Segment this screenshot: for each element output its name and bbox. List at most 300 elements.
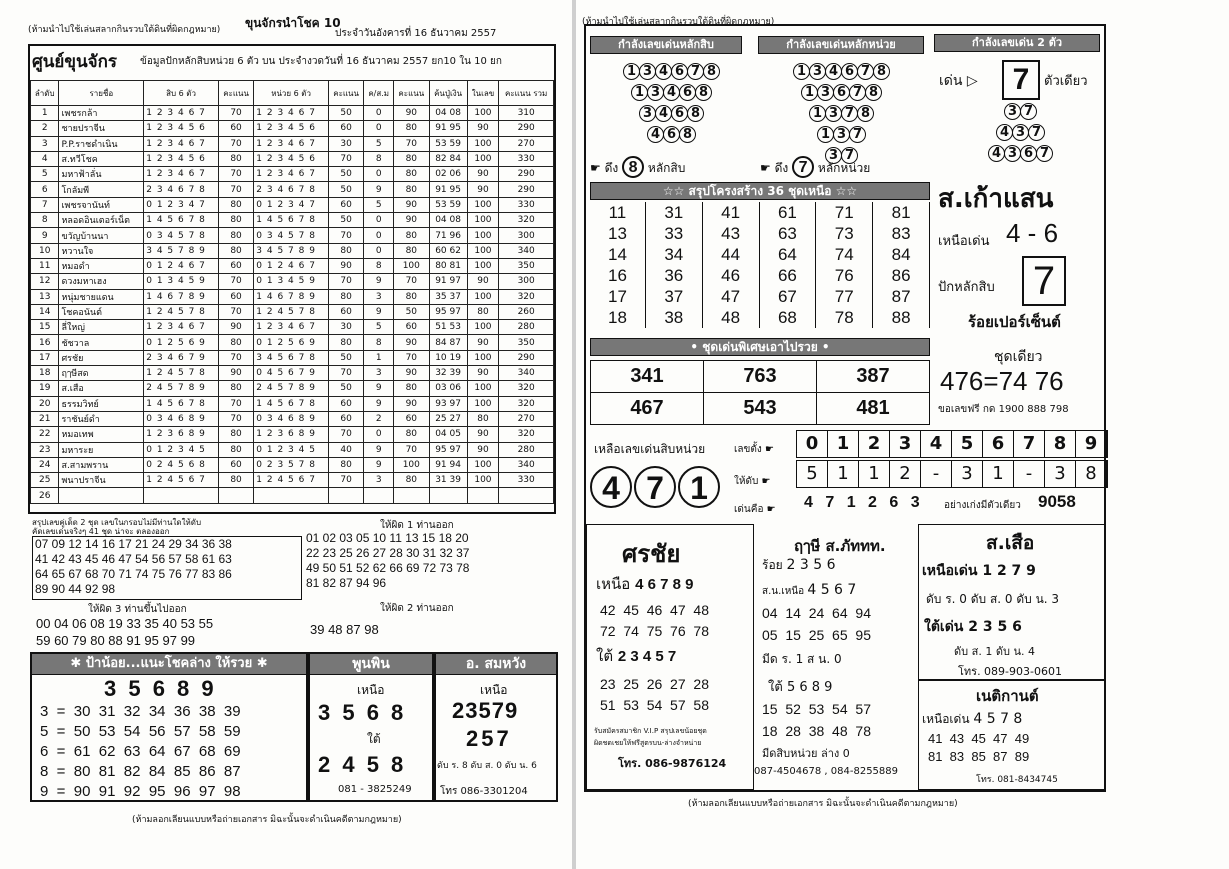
table-header-cell: ลำดับ (31, 81, 59, 106)
digit-box: - (921, 461, 952, 487)
right-top-note: (ห้ามนำไปใช้เล่นสลากกินรวบใต้ดินที่ผิดกฎหมาย) (582, 17, 775, 27)
table-cell: หมอเทพ (59, 427, 144, 442)
table-header-cell: ค้นปู่เงิน (429, 81, 467, 106)
table-cell: 40 (328, 442, 363, 457)
play-single: 9058 (1038, 492, 1076, 511)
table-cell (328, 488, 363, 503)
table-header-cell: ค/ส.ม (364, 81, 394, 106)
table-cell: ส.สามพราน (59, 457, 144, 472)
table-row (31, 258, 554, 273)
sc-line: 72 74 75 76 78 (600, 623, 709, 639)
units-triangle (766, 60, 916, 165)
label-play-row: เด่นคือ ☛ (734, 504, 776, 515)
table-cell: 100 (467, 136, 499, 151)
table-cell: 80 (218, 335, 253, 350)
table-cell: 0 1 2 4 6 7 (254, 258, 329, 273)
table-cell: 340 (499, 366, 554, 381)
digit-box: 1 (828, 461, 859, 487)
table-cell: 80 (394, 427, 429, 442)
table-cell: 8 (364, 335, 394, 350)
table-cell: 290 (499, 167, 554, 182)
struct-row (590, 265, 930, 286)
number-circle: 3 (817, 84, 834, 101)
struct-cell: 41 (702, 202, 759, 223)
number-circle: 6 (1020, 145, 1037, 162)
table-cell: 70 (218, 106, 253, 121)
table-cell (254, 488, 329, 503)
table-cell: 300 (499, 228, 554, 243)
table-cell: 1 2 3 4 5 6 (144, 121, 219, 136)
struct-cell: 14 (590, 244, 645, 265)
table-cell: 90 (467, 182, 499, 197)
sua-upper-nums: 1 2 7 9 (982, 563, 1036, 579)
number-circle: 4 (655, 105, 672, 122)
table-cell: หวานใจ (59, 243, 144, 258)
table-cell: 70 (328, 473, 363, 488)
table-cell: 330 (499, 151, 554, 166)
rs-lines-top (762, 602, 871, 646)
hand-pointer-icon: ☛ (766, 504, 776, 515)
rs-line: 04 14 24 64 94 (762, 605, 871, 621)
table-cell: 2 4 5 7 8 9 (144, 381, 219, 396)
table-row (31, 473, 554, 488)
table-cell: 0 (364, 121, 394, 136)
pa-noi-line: 9 = 90 91 92 95 96 97 98 (40, 783, 241, 800)
digit-box: 6 (983, 431, 1014, 457)
som-upper-label: เหนือ (480, 683, 508, 697)
number-circle: 1 (801, 84, 818, 101)
sua-lower-nums: 2 3 5 6 (968, 619, 1022, 635)
rs-roy-row: ร้อย 2 3 5 6 (762, 557, 836, 573)
table-cell: 80 (218, 243, 253, 258)
table-cell (429, 488, 467, 503)
table-cell: เพชรจานันท์ (59, 197, 144, 212)
table-cell: 80 (218, 442, 253, 457)
table-cell: 1 2 3 6 8 9 (254, 427, 329, 442)
table-cell: 90 (394, 106, 429, 121)
table-row (31, 366, 554, 381)
table-cell: 60 (218, 457, 253, 472)
summary-note: สรุปเลขคู่เด็ด 2 ชุด เลขในกรอบไม่มีท่านใดให้ดับ (32, 518, 202, 527)
table-cell: 60 (394, 320, 429, 335)
table-cell: 100 (394, 457, 429, 472)
struct-cell: 64 (759, 244, 816, 265)
number-circle: 4 (988, 145, 1005, 162)
header-title: ขุนจักรนำโชค 10 (245, 16, 341, 30)
table-row (31, 151, 554, 166)
special-cell: 763 (704, 361, 817, 393)
right-page (576, 0, 1229, 869)
table-cell: 100 (467, 457, 499, 472)
table-cell: 9 (364, 396, 394, 411)
table-cell: 8 (364, 151, 394, 166)
table-cell: 9 (364, 304, 394, 319)
right-footer: (ห้ามลอกเลียนแบบหรือถ่ายเอกสาร มิฉะนั้นจะดำเนินคดีตามกฎหมาย) (688, 799, 958, 809)
table-cell: 4 (31, 151, 59, 166)
number-circle: 1 (809, 105, 826, 122)
table-cell: 5 (364, 320, 394, 335)
struct-cell: 33 (645, 223, 702, 244)
pa-noi-line: 5 = 50 53 54 56 57 58 59 (40, 723, 241, 740)
table-row (31, 167, 554, 182)
remain-title: เหลือเลขเด่นสิบหน่วย (594, 442, 706, 456)
table-cell: 90 (467, 427, 499, 442)
table-cell: 53 59 (429, 136, 467, 151)
units-title: กำลังเลขเด่นหลักหน่วย (758, 36, 924, 54)
number-circle: 6 (671, 105, 688, 122)
table-cell: 10 (31, 243, 59, 258)
tens-pull-row: ☛ ดึง 8 หลักสิบ (590, 156, 685, 178)
table-header-cell: คะแนน (394, 81, 429, 106)
remain-digit-circle: 1 (678, 466, 720, 508)
sc-line: 51 53 54 57 58 (600, 697, 709, 713)
table-cell: 5 (364, 197, 394, 212)
som-nums2: 257 (466, 726, 512, 751)
table-cell: 70 (394, 350, 429, 365)
table-cell: 0 (364, 213, 394, 228)
table-cell: 270 (499, 411, 554, 426)
table-row (31, 320, 554, 335)
table-cell: ชายปราจีน (59, 121, 144, 136)
number-circle: 7 (857, 63, 874, 80)
net-line: 41 43 45 47 49 (928, 731, 1030, 746)
table-cell: 2 4 5 7 8 9 (254, 381, 329, 396)
table-cell: 04 08 (429, 106, 467, 121)
rs-lower-row: ใต้ 5 6 8 9 (768, 680, 833, 695)
ks-single-label: ชุดเดียว (994, 349, 1043, 365)
table-cell: 80 (394, 167, 429, 182)
rs-line: 05 15 25 65 95 (762, 627, 871, 643)
table-cell: 25 (31, 473, 59, 488)
table-cell: 330 (499, 197, 554, 212)
som-nums1: 23579 (452, 698, 519, 723)
table-cell: 25 27 (429, 411, 467, 426)
sua-dab2: ดับ ส. 1 ดับ น. 4 (954, 645, 1035, 658)
digit-box: 3 (952, 461, 983, 487)
table-cell: 80 (394, 289, 429, 304)
table-cell: 16 (31, 335, 59, 350)
digit-box: 1 (828, 431, 859, 457)
table-cell: 18 (31, 366, 59, 381)
table-cell (218, 488, 253, 503)
sc-note2: ผิดชดเชยให้ฟรีสูตรบน-ล่างจำหน่าย (594, 739, 702, 747)
net-lines (928, 730, 1029, 766)
table-cell: 50 (328, 381, 363, 396)
sc-line: 42 45 46 47 48 (600, 602, 709, 618)
table-cell: 50 (328, 167, 363, 182)
digit-box: 2 (859, 431, 890, 457)
table-cell: 8 (364, 258, 394, 273)
circle-row (950, 100, 1090, 120)
table-cell: 90 (467, 274, 499, 289)
struct-cell: 44 (702, 244, 759, 265)
struct-cell: 18 (590, 307, 645, 328)
table-cell: 02 06 (429, 167, 467, 182)
poon-upper-nums: 3 5 6 8 (318, 700, 407, 725)
table-cell: 31 39 (429, 473, 467, 488)
special-cell: 387 (817, 361, 930, 393)
give-row (796, 460, 1108, 488)
circle-row (766, 81, 916, 101)
ks-percent: ร้อยเปอร์เซ็นต์ (968, 313, 1061, 331)
poon-upper-label: เหนือ (357, 683, 385, 697)
ks-tens-label: ปักหลักสิบ (938, 280, 995, 295)
table-cell: 80 (218, 381, 253, 396)
table-cell: 80 (394, 182, 429, 197)
table-cell: 100 (467, 106, 499, 121)
units-pull-num: 7 (792, 156, 814, 178)
table-cell: 1 4 6 7 8 9 (144, 289, 219, 304)
table-row (31, 243, 554, 258)
table-cell: 70 (218, 304, 253, 319)
poon-lower-label: ใต้ (367, 732, 381, 746)
struct-cell: 74 (816, 244, 873, 265)
table-cell: 9 (364, 442, 394, 457)
table-cell: 320 (499, 289, 554, 304)
table-cell: 04 05 (429, 427, 467, 442)
table-cell: 0 4 5 6 7 9 (254, 366, 329, 381)
table-cell: 90 (394, 213, 429, 228)
table-cell: 91 95 (429, 121, 467, 136)
table-row (31, 381, 554, 396)
table-cell: 80 81 (429, 258, 467, 273)
circle-row (766, 60, 916, 80)
number-circle: 6 (841, 63, 858, 80)
table-cell: หลอดอินเตอร์เน็ต (59, 213, 144, 228)
struct-row (590, 244, 930, 265)
table-cell: 71 96 (429, 228, 467, 243)
table-cell: 60 (328, 121, 363, 136)
table-cell: 0 (364, 243, 394, 258)
tens-title: กำลังเลขเด่นหลักสิบ (590, 36, 742, 54)
table-cell: 30 (328, 136, 363, 151)
table-cell: 93 97 (429, 396, 467, 411)
digits-row (796, 430, 1108, 458)
table-cell: 12 (31, 274, 59, 289)
table-cell: 6 (31, 182, 59, 197)
net-title: เนติกานต์ (976, 687, 1039, 705)
struct-cell: 34 (645, 244, 702, 265)
table-cell: 0 (364, 228, 394, 243)
number-circle: 3 (825, 105, 842, 122)
struct-row (590, 307, 930, 328)
table-cell: 70 (328, 366, 363, 381)
table-cell: 70 (328, 427, 363, 442)
table-cell: 1 4 6 7 8 9 (254, 289, 329, 304)
struct-cell: 67 (759, 286, 816, 307)
number-circle: 1 (817, 126, 834, 143)
table-cell: 60 (328, 396, 363, 411)
table-cell: 1 2 3 4 6 7 (254, 106, 329, 121)
table-header-cell: สิบ 6 ตัว (144, 81, 219, 106)
table-cell: 70 (218, 350, 253, 365)
number-circle: 3 (809, 63, 826, 80)
table-cell (144, 488, 219, 503)
sua-phone: โทร. 089-903-0601 (958, 665, 1062, 678)
number-circle: 4 (647, 126, 664, 143)
digit-box: 8 (1045, 431, 1076, 457)
table-cell: 90 (394, 366, 429, 381)
struct-cell: 66 (759, 265, 816, 286)
table-cell: 80 (394, 243, 429, 258)
table-cell: 35 37 (429, 289, 467, 304)
table-header-cell: คะแนน รวม (499, 81, 554, 106)
table-cell: โชคอนันต์ (59, 304, 144, 319)
poon-phone: 081 - 3825249 (338, 784, 412, 795)
table-row (31, 427, 554, 442)
table-cell: 26 (31, 488, 59, 503)
table-cell: 3 (31, 136, 59, 151)
table-cell: 70 (394, 442, 429, 457)
number-circle: 6 (833, 84, 850, 101)
table-cell: 270 (499, 136, 554, 151)
table-row (31, 488, 554, 503)
sua-title: ส.เสือ (986, 532, 1035, 554)
table-cell: หนุ่มชายแดน (59, 289, 144, 304)
number-circle: 7 (849, 126, 866, 143)
table-cell: 3 (364, 473, 394, 488)
number-circle: 4 (655, 63, 672, 80)
struct-cell: 13 (590, 223, 645, 244)
struct-cell: 48 (702, 307, 759, 328)
table-row (31, 228, 554, 243)
number-circle: 4 (996, 124, 1013, 141)
struct-cell: 71 (816, 202, 873, 223)
table-cell: 84 87 (429, 335, 467, 350)
table-cell: 90 (394, 197, 429, 212)
left-page (0, 0, 572, 869)
number-circle: 8 (857, 105, 874, 122)
circle-row (596, 60, 746, 80)
table-row (31, 396, 554, 411)
number-circle: 7 (687, 63, 704, 80)
table-cell: 1 4 5 6 7 8 (144, 396, 219, 411)
table-cell: 2 3 4 6 7 9 (144, 350, 219, 365)
table-cell: 11 (31, 258, 59, 273)
table-cell: 290 (499, 350, 554, 365)
table-cell: 1 2 3 4 6 7 (254, 136, 329, 151)
table-cell: 1 (364, 350, 394, 365)
table-cell: ส.ทวีโชค (59, 151, 144, 166)
label-give-row: ให้ดับ ☛ (734, 476, 771, 487)
table-row (31, 335, 554, 350)
table-cell: ดวงมหาเฮง (59, 274, 144, 289)
give-wrong-1-nums: 01 02 03 05 10 11 13 15 18 20 22 23 25 26 27 28 30 31 32 37 49 50 51 52 62 66 69 72 73 78 81 82 87 94 96 (306, 531, 470, 590)
table-cell: 80 (328, 289, 363, 304)
table-cell: 100 (467, 350, 499, 365)
table-header-cell: คะแนน (218, 81, 253, 106)
table-cell: 100 (467, 228, 499, 243)
table-cell: 350 (499, 258, 554, 273)
pa-noi-line: 3 = 30 31 32 34 36 38 39 (40, 703, 241, 720)
table-cell: 80 (467, 411, 499, 426)
number-circle: 7 (1020, 103, 1037, 120)
table-cell: 91 95 (429, 182, 467, 197)
struct-cell: 11 (590, 202, 645, 223)
table-cell: 9 (31, 228, 59, 243)
table-cell: หมอดำ (59, 258, 144, 273)
ks-tens-num: 7 (1022, 256, 1066, 306)
table-cell: 1 2 4 5 7 8 (144, 304, 219, 319)
table-cell: 320 (499, 427, 554, 442)
table-cell: 2 (31, 121, 59, 136)
table-cell: 80 (394, 473, 429, 488)
table-cell: 80 (394, 381, 429, 396)
digit-box: - (1014, 461, 1045, 487)
table-cell: 80 (218, 151, 253, 166)
table-cell: 70 (218, 274, 253, 289)
poon-lower-nums: 2 4 5 8 (318, 752, 407, 777)
table-cell: 1 2 3 4 6 7 (144, 320, 219, 335)
table-cell: 1 (31, 106, 59, 121)
table-cell: มหาระย (59, 442, 144, 457)
number-circle: 7 (1028, 124, 1045, 141)
special-title: • ชุดเด่นพิเศษเอาไปรวย • (590, 338, 930, 356)
som-dab: ดับ ร. 8 ดับ ส. 0 ดับ น. 6 (437, 761, 537, 771)
sua-upper-row: เหนือเด่น 1 2 7 9 (922, 563, 1036, 579)
table-cell: 2 3 4 6 7 8 (254, 182, 329, 197)
struct-cell: 83 (873, 223, 930, 244)
label-all-row: เลขตั้ง ☛ (734, 444, 774, 455)
two-play-label: เด่น ▷ (939, 73, 978, 89)
table-cell: 100 (467, 213, 499, 228)
table-cell: 0 3 4 5 7 8 (144, 228, 219, 243)
table-cell: 0 3 4 6 8 9 (254, 411, 329, 426)
table-cell: 0 2 3 5 7 8 (254, 457, 329, 472)
table-cell: 50 (328, 182, 363, 197)
number-circle: 4 (825, 63, 842, 80)
table-cell (59, 488, 144, 503)
number-circle: 8 (865, 84, 882, 101)
table-cell: 290 (499, 121, 554, 136)
rs-line: 18 28 38 48 78 (762, 723, 871, 739)
net-upper-row: เหนือเด่น 4 5 7 8 (922, 711, 1023, 727)
table-cell: 90 (467, 121, 499, 136)
table-cell: 0 1 2 3 4 5 (144, 442, 219, 457)
circle-row (596, 102, 746, 122)
table-cell: 80 (218, 197, 253, 212)
rs-lines-bottom (762, 698, 871, 742)
table-cell: 0 3 4 5 7 8 (254, 228, 329, 243)
table-cell: 90 (394, 396, 429, 411)
table-cell: 1 2 3 4 6 7 (254, 320, 329, 335)
circle-row (596, 81, 746, 101)
number-circle: 1 (631, 84, 648, 101)
number-circle: 8 (679, 126, 696, 143)
struct-cell: 46 (702, 265, 759, 286)
number-circle: 3 (1004, 103, 1021, 120)
table-cell: 100 (394, 258, 429, 273)
table-cell: 70 (218, 167, 253, 182)
struct-cell: 88 (873, 307, 930, 328)
table-cell: 13 (31, 289, 59, 304)
table-cell: 53 59 (429, 197, 467, 212)
table-cell: 51 53 (429, 320, 467, 335)
table-cell: 0 1 2 5 6 9 (144, 335, 219, 350)
table-cell: 100 (467, 289, 499, 304)
table-cell: 15 (31, 320, 59, 335)
table-cell: 1 2 3 4 6 7 (254, 167, 329, 182)
table-cell: 320 (499, 213, 554, 228)
give-wrong-2-nums: 39 48 87 98 (310, 622, 379, 637)
rs-lower-nums: 5 6 8 9 (786, 680, 833, 695)
table-cell: 50 (328, 350, 363, 365)
header-date: ประจำวันอังคารที่ 16 ธันวาคม 2557 (335, 28, 497, 39)
table-cell: 3 4 5 7 8 9 (144, 243, 219, 258)
summary-box: 07 09 12 14 16 17 21 24 29 34 36 38 41 42 43 45 46 47 54 56 57 58 61 63 64 65 67 68 70 71 74 75 76 77 83 86 89 90 44 92 98 (32, 536, 302, 600)
table-row (31, 274, 554, 289)
table-cell: 70 (328, 228, 363, 243)
